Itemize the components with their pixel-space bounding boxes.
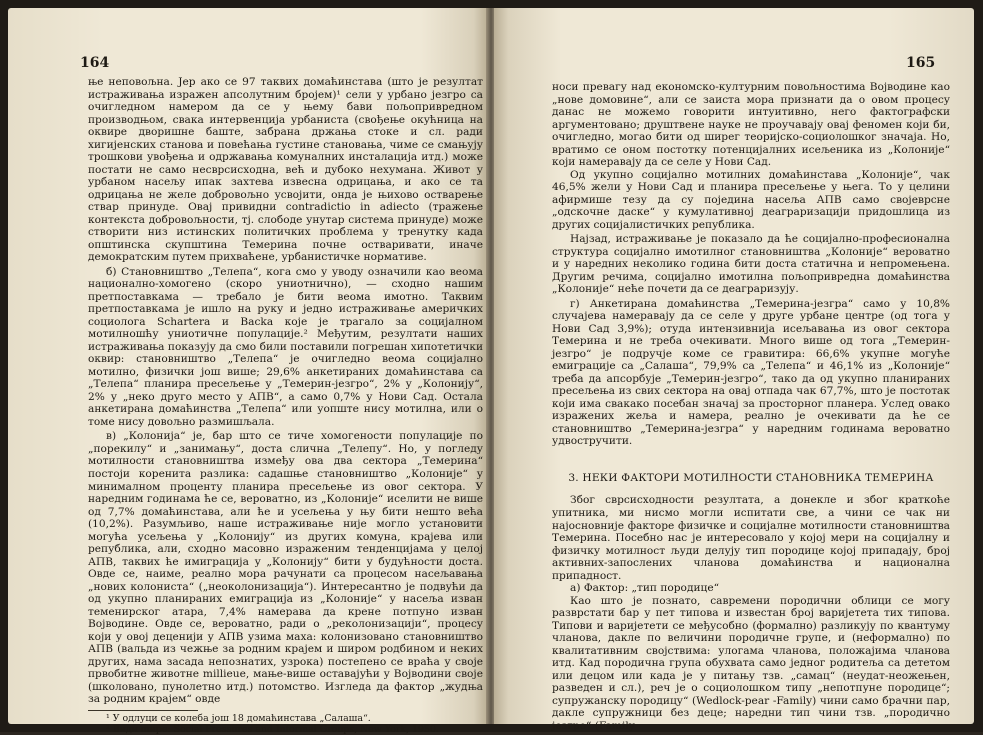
paragraph: ње неповољна. Јер ако се 97 таквих домаћинстава (што је резултат истраживања изражен апсолутним бројем)¹ сели у урбано језгро са очигледном намером да се у њему бави пољопривредном производњом, свака интервенција урбаниста (свођење окућница на оквире дворишне баште, забрана држања стоке и сл. ради хигијенских станова и повећања густине становања, чиме се смањују трошкови увођења и одржавања комуналних инсталација итд.) може постати не само несврсисходна, већ и дубоко нехумана. Живот у урбаном насељу ипак захтева извесна одрицања, и ако се та одрицања не желе добровољно усвојити, онда је њихово остварење ствар принуде. Овај привидни contradictio in adiecto (тражење контекста добровољности, тј. слободе унутар система принуде) може створити низ истинских политичких проблема у тренутку када општинска скупштина Темерина почне остваривати, иначе демократским путем прихваћене, урбанистичке нормативе. [88,76,483,264]
footnote: ¹ У одлуци се колеба још 18 домаћинстава „Салаша“. [106,712,371,724]
footnote: ² Види шире: Social Pressures and Informal Groups, New York, 1950. [106,723,439,735]
page-number: 164 [80,55,110,71]
text-column [552,81,950,732]
paragraph: г) Анкетирана домаћинства „Темерина-језгра“ само у 10,8% случајева намеравају да се селе у друге урбане центре (од тога у Нови Сад 3,9%); отуда интензивнија исељавања из овог сектора Темерина и не треба очекивати. Много више од тога „Темерин-језгро“ је подручје коме се гравитира: 66,6% укупне могуће емиграције са „Салаша“, 79,9% са „Телепа“ и 46,1% из „Колоније“ треба да апсорбује „Темерин-језгро“, тако да од укупно планираних пресељења из свих сектора на овај отпада чак 67,7%, што је постотак који има свакако посебан значај за просторног планера. Услед овако изражених жеља и намера, реално је очекивати да ће се становништво „Темерина-језгра“ у наредним годинама вероватно удвостручити. [552,297,950,448]
subheading: а) Фактор: „тип породице“ [570,582,720,595]
section-heading: 3. НЕКИ ФАКТОРИ МОТИЛНОСТИ СТАНОВНИКА ТЕМЕРИНА [568,471,934,484]
text-column [88,76,483,735]
left-page [8,8,488,735]
right-page [494,8,974,732]
paragraph: носи превагу над економско-културним повољностима Војводине као „нове домовине“, али се заиста мора признати да о овом процесу данас не можемо говорити интуитивно, него фактографски аргументовано; друштвене науке не проучавају овај феномен који би, очигледно, могао бити од ширег теоријско-социолошког значаја. Но, вратимо се оном постотку потенцијалних исељеника из „Колоније“ који намеравају да се селе у Нови Сад. [552,81,950,169]
paragraph: Најзад, истраживање је показало да ће социјално-професионална структура социјално имотилног становништва „Колоније“ вероватно и у наредних неколико година бити доста статична и непромењена. Другим речима, социјално имотилна пољопривредна домаћинства „Колоније“ неће почети да се деаграризују. [552,233,950,296]
paragraph: в) „Колонија“ је, бар што се тиче хомогености популације по „порекилу“ и „занимању“, доста слична „Телепу“. Но, у погледу мотилности становништва између ова два сектора „Темерина“ постоји коренита разлика: садашње становништво „Колоније“ у минималном проценту планира пресељење из овог сектора. У наредним годинама ће се, вероватно, из „Колоније“ иселити не више од 7,7% домаћинстава, али ће и усељења у њу бити нешто већа (10,2%). Разумљиво, наше истраживање није могло установити могућа усељења у „Колонију“ из других комуна, крајева или република, али, сходно масовно израженим тенденцијама у целој АПВ, таквих ће имиграција у „Колонију“ бити у будућности доста. Овде се, наиме, реално мора рачунати са процесом насељавања „нових колониста“ („неоколонизација“). Интересантно је подвући да од укупно планираних емиграција из „Колоније“ у насеља изван теменирског атара, 7,4% намерава да крене потпуно изван Војводине. Овде се, вероватно, ради о „реколонизацији“, процесу који у овој деценији у АПВ узима маха: колонизовано становништво АПВ (вальда из чежње за родним крајем и широм родбином и неких других, нама засада непознатих, узрока) постепено се враћа у своје првобитне животне millieue, мање-више оставајући у Војводини своје (школовано, пунолетно итд.) потомство. Изгледа да фактор „жудња за родним крајем“ овде [88,430,483,706]
footnote-rule [88,710,198,711]
paragraph: б) Становништво „Телепа“, кога смо у уводу означили као веома национално-хомогено (скоро униотнично), — сходно нашим претпоставкама — требало је бити веома имотно. Таквим претпоставкама је ишло на руку и једно истраживање америчких социолога Schartera и Backa које је трагало за социјалном мотилношћу униотичне популације.² Међутим, резултати наших истраживања показују да смо били поставили погрешан хипотетички оквир: становништво „Телепа“ је очигледно веома социјално мотилно, физички још више; 29,6% анкетираних домаћинстава са „Телепа“ планира пресељење у „Темерин-језгро“, 2% у „Колонију“, 2% у „неко друго место у АПВ“, а само 0,7% у Нови Сад. Остала анкетирана домаћинства „Телепа“ или уопште нису мотилна, или о томе нису довољно размишљала. [88,265,483,428]
page-number: 165 [906,55,936,71]
paragraph: Као што је познато, савремени породични облици се могу разврстати бар у пет типова и известан број варијетета тих типова. Типови и варијетети се међусобно (формално) разликују по квантуму чланова, дакле по величини породичне групе, и (неформално) по квалитативним својствима: улогама чланова, положајима чланова итд. Кад породична група обухвата само једног родитеља са дететом или децом или када је у питању тзв. „самац“ (неудат-неожењен, разведен и сл.), реч је о социолошком типу „непотпуне породице“; супружанску породицу“ (Wedlock-pear -Family) чини само брачни пар, дакле супружници без деце; наредни тип чини тзв. „породично језгро“ (Family [552,594,950,732]
paragraph: Због сврсисходности резултата, а донекле и због краткоће упитника, ми нисмо могли испитати све, а чини се чак ни најосновније факторе физичке и социјалне мотилности становништва Темерина. Посебно нас је интересовало у којој мери на социјалну и физичку мотилност људи делују тип породице којој припадају, број активних-запослених чланова домаћинства и национална припадност. [552,494,950,582]
paragraph: Од укупно социјално мотилних домаћинстава „Колоније“, чак 46,5% жели у Нови Сад и планира пресељење у њега. То у целини афирмише тезу да су поједина насеља АПВ само својеврсне „одскочне даске“ у кумулативној деаграризацији придошлица из других социјалистичких република. [552,168,950,231]
